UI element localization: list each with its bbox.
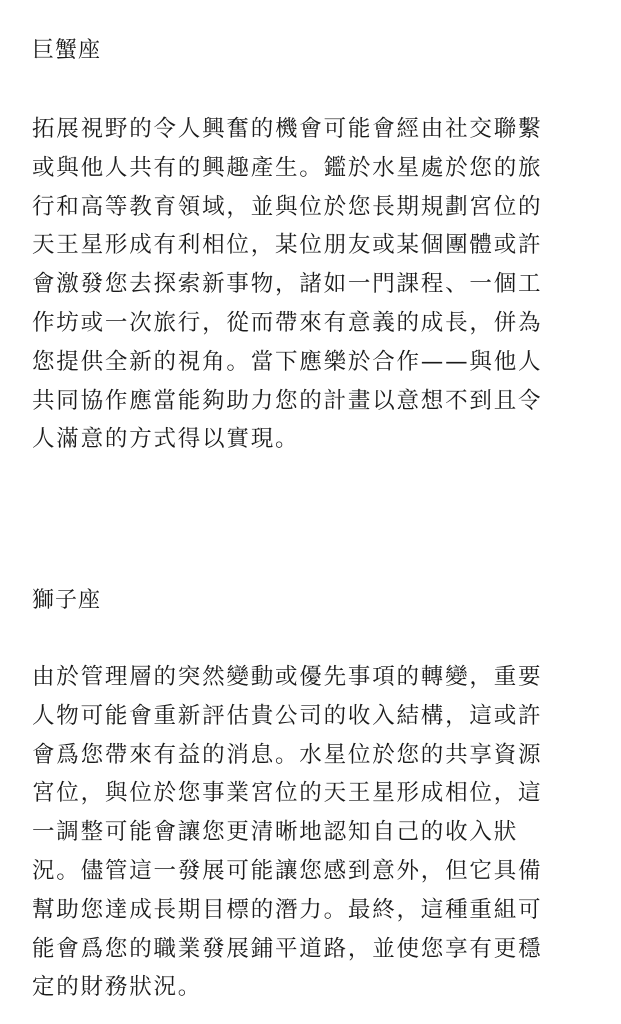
paragraph-line: 一調整可能會讓您更清晰地認知自己的收入狀 [32, 819, 519, 846]
paragraph-line: 由於管理層的突然變動或優先事項的轉變，重要 [32, 664, 543, 690]
paragraph-line: 天王星形成有利相位，某位朋友或某個團體或許 [32, 232, 543, 259]
paragraph-line: 人物可能會重新評估貴公司的收入結構，這或許 [32, 702, 543, 729]
sign-title-cancer: 巨蟹座 [32, 38, 102, 63]
paragraph-line: 能會爲您的職業發展鋪平道路，並使您享有更穩 [32, 935, 543, 962]
horoscope-paragraph-leo [32, 658, 602, 1007]
paragraph-line: 行和高等教育領域，並與位於您長期規劃宮位的 [32, 193, 543, 220]
paragraph-line: 會激發您去探索新事物，諸如一門課程、一個工 [32, 271, 543, 298]
paragraph-line: 況。儘管這一發展可能讓您感到意外，但它具備 [32, 857, 543, 884]
paragraph-line: 作坊或一次旅行，從而帶來有意義的成長，併為 [32, 309, 543, 336]
sign-title-leo: 獅子座 [32, 588, 102, 613]
paragraph-line: 宮位，與位於您事業宮位的天王星形成相位，這 [32, 780, 543, 807]
paragraph-line: 或與他人共有的興趣產生。鑑於水星處於您的旅 [32, 154, 543, 181]
paragraph-line: 幫助您達成長期目標的潛力。最終，這種重組可 [32, 896, 543, 923]
paragraph-line: 拓展視野的令人興奮的機會可能會經由社交聯繫 [32, 116, 543, 142]
paragraph-line: 定的財務狀況。 [32, 974, 203, 1001]
paragraph-line: 您提供全新的視角。當下應樂於合作——與他人 [32, 348, 543, 375]
paragraph-line: 人滿意的方式得以實現。 [32, 426, 300, 453]
horoscope-paragraph-cancer [32, 110, 602, 459]
paragraph-line: 會爲您帶來有益的消息。水星位於您的共享資源 [32, 741, 543, 768]
paragraph-line: 共同協作應當能夠助力您的計畫以意想不到且令 [32, 387, 543, 414]
